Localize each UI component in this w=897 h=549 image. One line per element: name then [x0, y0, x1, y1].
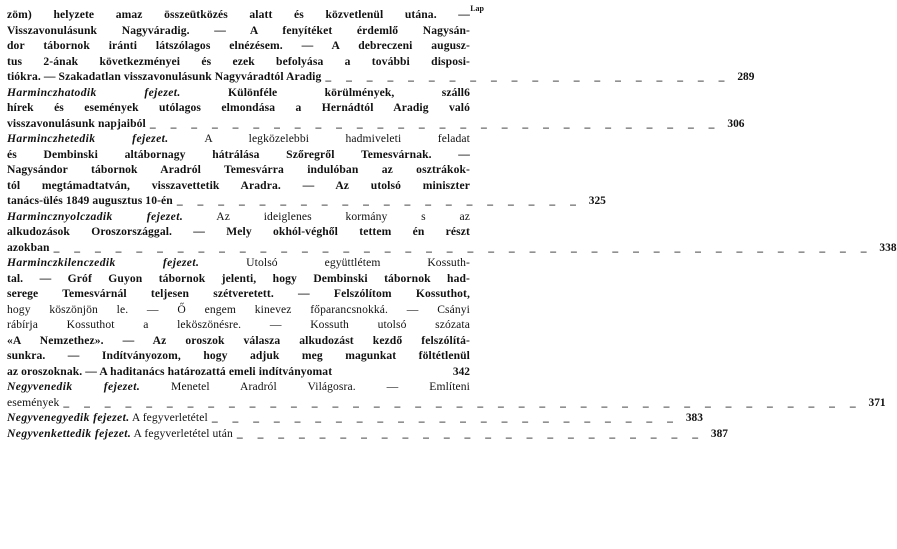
page-number: 289 — [737, 71, 755, 83]
toc-line — [7, 286, 470, 302]
toc-text: tal. — Gróf Guyon tábornok jelenti, hogy Dembinski tábornok had- — [7, 271, 470, 285]
toc-line — [7, 38, 470, 54]
toc-line-with-page — [7, 193, 606, 209]
chapter-heading: Harmincznyolczadik fejezet. — [7, 209, 184, 223]
toc-line — [7, 333, 470, 349]
toc-line — [7, 85, 470, 101]
toc-text: tanács-ülés 1849 augusztus 10-én — [7, 194, 173, 207]
toc-text: hogy köszönjön le. — Ő engem kinevez főparancsnokká. — Csányi — [7, 302, 470, 316]
toc-text: visszavonulásunk napjaiból — [7, 116, 146, 130]
toc-text: serege Temesvárnál teljesen szétveretett. — Felszólítom Kossuthot, — [7, 287, 470, 300]
toc-line-with-page — [7, 395, 886, 411]
toc-text: «A Nemzethez». — Az oroszok válasza alkudozást kezdő felszólítá- — [7, 333, 470, 347]
toc-text: tus 2-ának következményei és ezek befolyása a további disposi- — [7, 54, 470, 68]
toc-line — [7, 178, 470, 194]
toc-line-with-page — [7, 426, 728, 442]
toc-text: Különféle körülmények, száll6 — [180, 85, 471, 99]
toc-line — [7, 255, 470, 271]
toc-text: Nagysándor tábornok Aradról Temesvárra indulóban az osztrákok- — [7, 163, 470, 176]
toc-text: sunkra. — Indítványozom, hogy adjuk meg magunkat föltétlenül — [7, 349, 470, 362]
toc-text: dor tábornok iránti látszólagos elnézésem. — A debreczeni augusz- — [7, 39, 470, 52]
toc-text: A legközelebbi hadmiveleti feladat — [168, 132, 470, 145]
page-number: 325 — [588, 195, 606, 207]
page-number: 387 — [710, 427, 728, 440]
leader-dots: _ _ _ _ _ _ _ _ _ _ _ _ _ _ _ _ _ _ _ _ _ _ _ — [211, 411, 679, 424]
chapter-heading: Harminczhatodik fejezet. — [7, 85, 181, 99]
toc-line — [7, 131, 470, 147]
page-number: 342 — [452, 365, 470, 378]
toc-line — [7, 162, 470, 178]
toc-line — [7, 317, 470, 333]
toc-line-with-page — [7, 240, 897, 256]
toc-line-with-page — [7, 410, 703, 426]
chapter-heading: Harminczkilenczedik fejezet. — [7, 256, 200, 269]
leader-dots: _ _ _ _ _ _ _ _ _ _ _ _ _ _ _ _ _ _ _ _ _ _ _ _ _ _ _ _ _ _ _ _ _ _ _ _ _ _ _ _ — [53, 240, 873, 254]
leader-dots: _ _ _ _ _ _ _ _ _ _ _ _ _ _ _ _ _ _ _ _ _ _ _ _ _ _ _ _ — [149, 116, 721, 130]
toc-text: tól megtámadtatván, visszavettetik Aradra. — Az utolsó miniszter — [7, 178, 470, 192]
toc-line — [7, 7, 470, 23]
toc-text: azokban — [7, 240, 50, 254]
leader-dots: _ _ _ _ _ _ _ _ _ _ _ _ _ _ _ _ _ _ _ _ — [325, 70, 731, 83]
toc-text: Az ideiglenes kormány s az — [183, 209, 470, 223]
leader-dots: _ _ _ _ _ _ _ _ _ _ _ _ _ _ _ _ _ _ _ _ _ _ _ — [236, 426, 704, 440]
toc-line — [7, 348, 470, 364]
toc-line — [7, 147, 470, 163]
toc-line-with-page — [7, 364, 470, 380]
toc-text: zöm) helyzete amaz összeütközés alatt és közvetlenül utána. — — [7, 8, 470, 21]
chapter-heading: Negyvenkettedik fejezet. — [7, 426, 132, 440]
toc-line — [7, 100, 470, 116]
page-number: 383 — [685, 412, 703, 424]
toc-text: Visszavonulásunk Nagyváradig. — A fenyítéket érdemlő Nagysán- — [7, 23, 470, 37]
toc-text: az oroszoknak. — A haditanács határozattá emeli indítványomat — [7, 364, 333, 378]
leader-dots: _ _ _ _ _ _ _ _ _ _ _ _ _ _ _ _ _ _ _ _ _ _ _ _ _ _ _ _ _ _ _ _ _ _ _ _ _ _ _ — [63, 395, 862, 409]
toc-line — [7, 224, 470, 240]
chapter-heading: Negyvenegyedik fejezet. — [7, 411, 130, 424]
toc-text: események — [7, 395, 60, 409]
toc-text: és Dembinski altábornagy hátrálása Szőregről Temesvárnak. — — [7, 147, 470, 161]
toc-text: A fegyverletétel után — [131, 426, 233, 440]
chapter-heading: Harminczhetedik fejezet. — [7, 132, 169, 145]
toc-text: rábírja Kossuthot a leköszönésre. — Kossuth utolsó szózata — [7, 318, 470, 331]
page-column-label: Lap — [470, 4, 484, 13]
page-number: 338 — [879, 241, 897, 254]
toc-text: A fegyverletétel — [129, 411, 208, 424]
toc-line — [7, 54, 470, 70]
toc-line — [7, 302, 470, 318]
toc-text: hírek és események utólagos elmondása a Hernádtól Aradig való — [7, 101, 470, 114]
page-number: 306 — [727, 117, 745, 130]
toc-line — [7, 209, 470, 225]
toc-text: Utolsó együttlétem Kossuth- — [199, 256, 471, 269]
toc-line-with-page — [7, 116, 745, 132]
page-number: 371 — [868, 396, 886, 409]
leader-dots: _ _ _ _ _ _ _ _ _ _ _ _ _ _ _ _ _ _ _ _ — [176, 194, 582, 207]
toc-line — [7, 379, 470, 395]
toc-text: alkudozások Oroszországgal. — Mely okhól-véghől tettem én részt — [7, 225, 470, 238]
toc-line-with-page — [7, 69, 755, 85]
toc-text: tiókra. — Szakadatlan visszavonulásunk Nagyváradtól Aradig — [7, 70, 322, 83]
toc-text: Menetel Aradról Világosra. — Említeni — [140, 380, 471, 393]
chapter-heading: Negyvenedik fejezet. — [7, 380, 141, 393]
toc-line — [7, 23, 470, 39]
toc-line — [7, 271, 470, 287]
